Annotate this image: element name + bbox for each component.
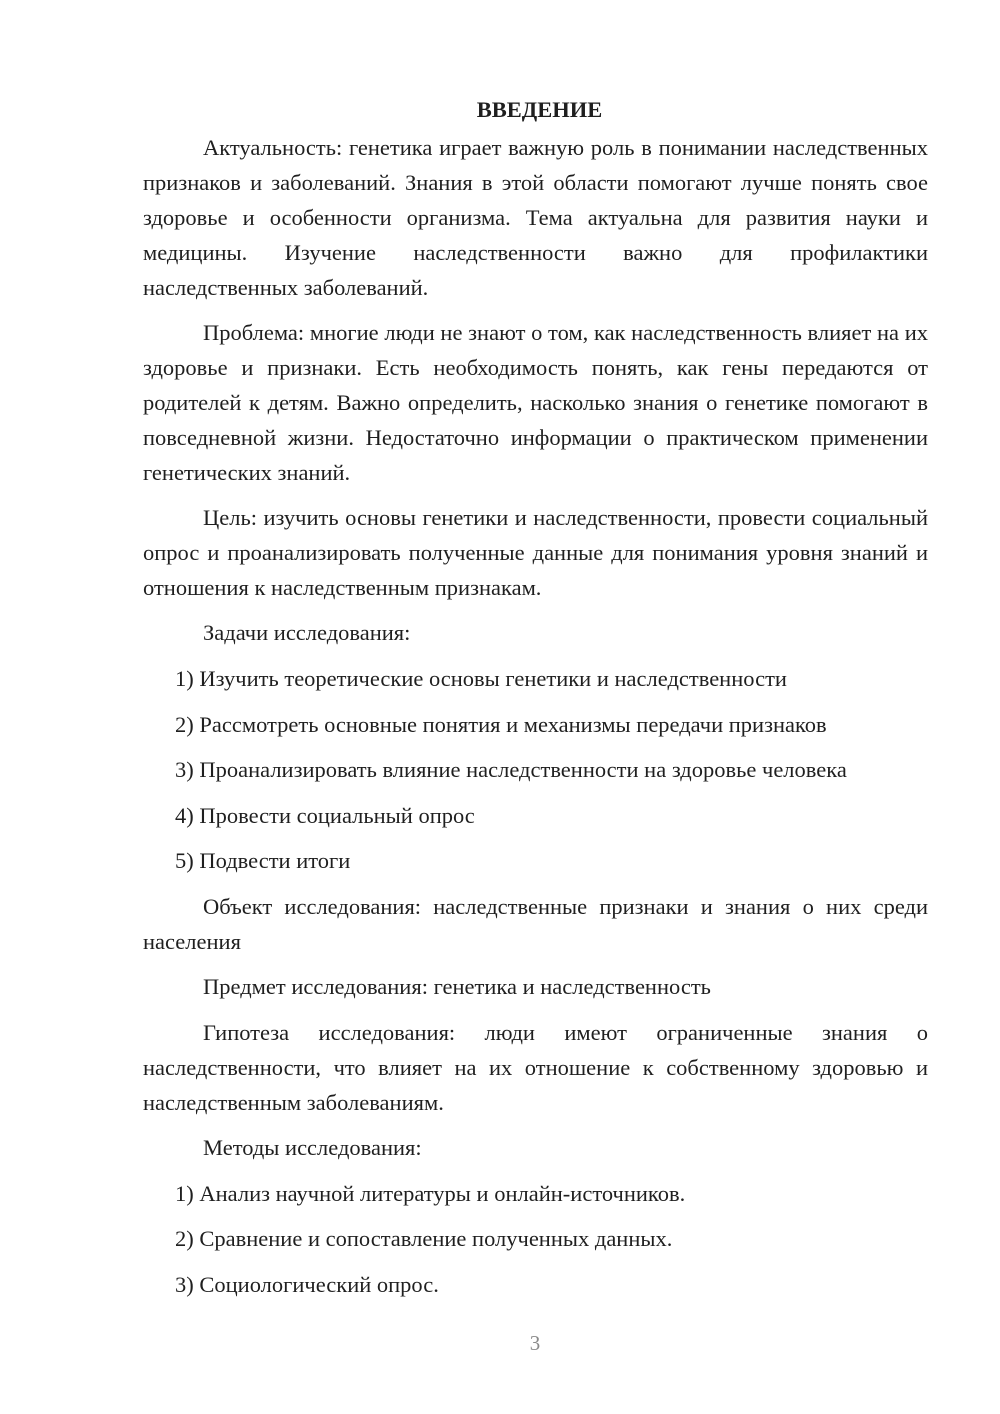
subject-paragraph: Предмет исследования: генетика и наследственность <box>203 973 711 999</box>
goal-paragraph: Цель: изучить основы генетики и наследственности, провести социальный опрос и проанализировать полученные данные для понимания уровня знаний и отношения к наследственным признакам. <box>143 505 928 600</box>
section-heading: ВВЕДЕНИЕ <box>476 97 603 122</box>
task-item: 2) Рассмотреть основные понятия и механизмы передачи признаков <box>175 711 827 737</box>
object-paragraph: Объект исследования: наследственные признаки и знания о них среди населения <box>143 893 928 954</box>
document-body <box>143 92 928 1312</box>
method-item: 1) Анализ научной литературы и онлайн-источников. <box>175 1180 686 1206</box>
method-item: 3) Социологический опрос. <box>175 1271 439 1297</box>
methods-list <box>143 1176 928 1302</box>
tasks-list <box>143 661 928 878</box>
hypothesis-paragraph: Гипотеза исследования: люди имеют ограниченные знания о наследственности, что влияет на их отношение к собственному здоровью и наследственным заболеваниям. <box>143 1019 928 1115</box>
tasks-title: Задачи исследования: <box>203 620 411 645</box>
task-item: 4) Провести социальный опрос <box>175 802 475 828</box>
method-item: 2) Сравнение и сопоставление полученных данных. <box>175 1226 673 1251</box>
relevance-paragraph: Актуальность: генетика играет важную роль в понимании наследственных признаков и заболеваний. Знания в этой области помогают лучше понять свое здоровье и особенности организма. Тема актуальна для развития науки и медицины. Изучение наследственности важно для профилактики наследственных заболеваний. <box>143 135 928 300</box>
problem-paragraph: Проблема: многие люди не знают о том, как наследственность влияет на их здоровье и признаки. Есть необходимость понять, как гены передаются от родителей к детям. Важно определить, насколько знания о генетике помогают в повседневной жизни. Недостаточно информации о практическом применении генетических знаний. <box>143 320 928 485</box>
task-item: 1) Изучить теоретические основы генетики и наследственности <box>175 666 787 691</box>
task-item: 5) Подвести итоги <box>175 848 351 873</box>
task-item: 3) Проанализировать влияние наследственности на здоровье человека <box>175 757 847 782</box>
methods-title: Методы исследования: <box>203 1134 422 1160</box>
page-number: 3 <box>529 1331 541 1355</box>
